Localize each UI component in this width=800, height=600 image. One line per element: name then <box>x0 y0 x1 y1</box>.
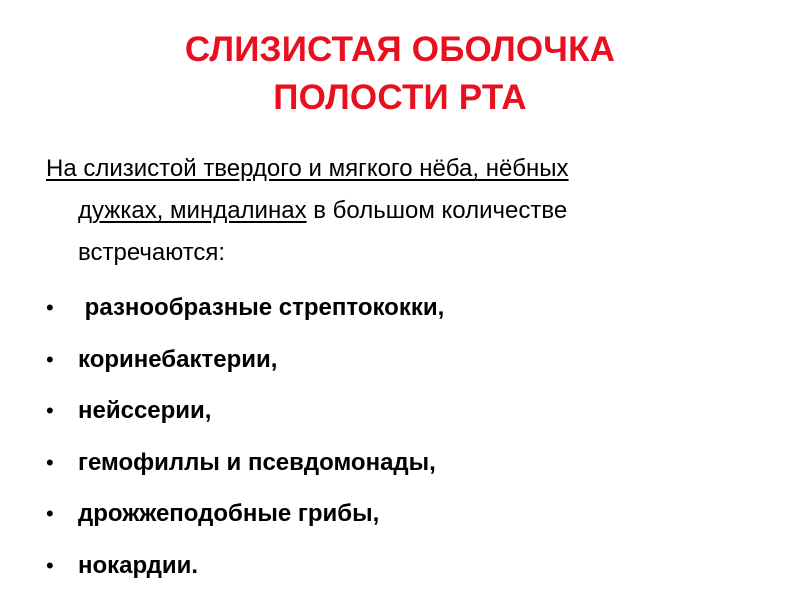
title-line-2: ПОЛОСТИ РТА <box>273 78 527 117</box>
intro-underlined-part-1: На слизистой твердого и мягкого нёба, нёбных <box>46 155 569 182</box>
slide-title <box>40 26 760 122</box>
bullet-icon: • <box>46 449 54 475</box>
list-item <box>46 385 776 437</box>
bullet-icon: • <box>46 398 54 423</box>
list-item <box>46 540 776 592</box>
list-item <box>46 282 776 334</box>
slide-body <box>46 148 776 591</box>
list-item-text: коринебактерии, <box>78 345 278 373</box>
bullet-icon: • <box>46 552 54 578</box>
list-item <box>46 488 776 540</box>
list-item <box>46 437 776 489</box>
intro-text-part-1: в большом количестве <box>306 197 568 224</box>
list-item <box>46 334 776 386</box>
list-item-text: разнообразные стрептококки, <box>78 294 445 321</box>
bullet-icon: • <box>46 501 54 526</box>
bullet-icon: • <box>46 346 54 372</box>
list-item-text: гемофиллы и псевдомонады, <box>78 448 436 476</box>
intro-underlined-part-2: дужках, миндалинах <box>78 197 307 224</box>
list-item-text: нейссерии, <box>78 397 212 424</box>
list-item-text: дрожжеподобные грибы, <box>78 500 380 527</box>
title-line-1: СЛИЗИСТАЯ ОБОЛОЧКА <box>184 30 616 69</box>
intro-text-part-2: встречаются: <box>78 239 226 266</box>
list-item-text: нокардии. <box>78 551 198 579</box>
intro-paragraph <box>46 148 776 274</box>
bullet-list <box>46 282 776 591</box>
bullet-icon: • <box>46 295 54 320</box>
